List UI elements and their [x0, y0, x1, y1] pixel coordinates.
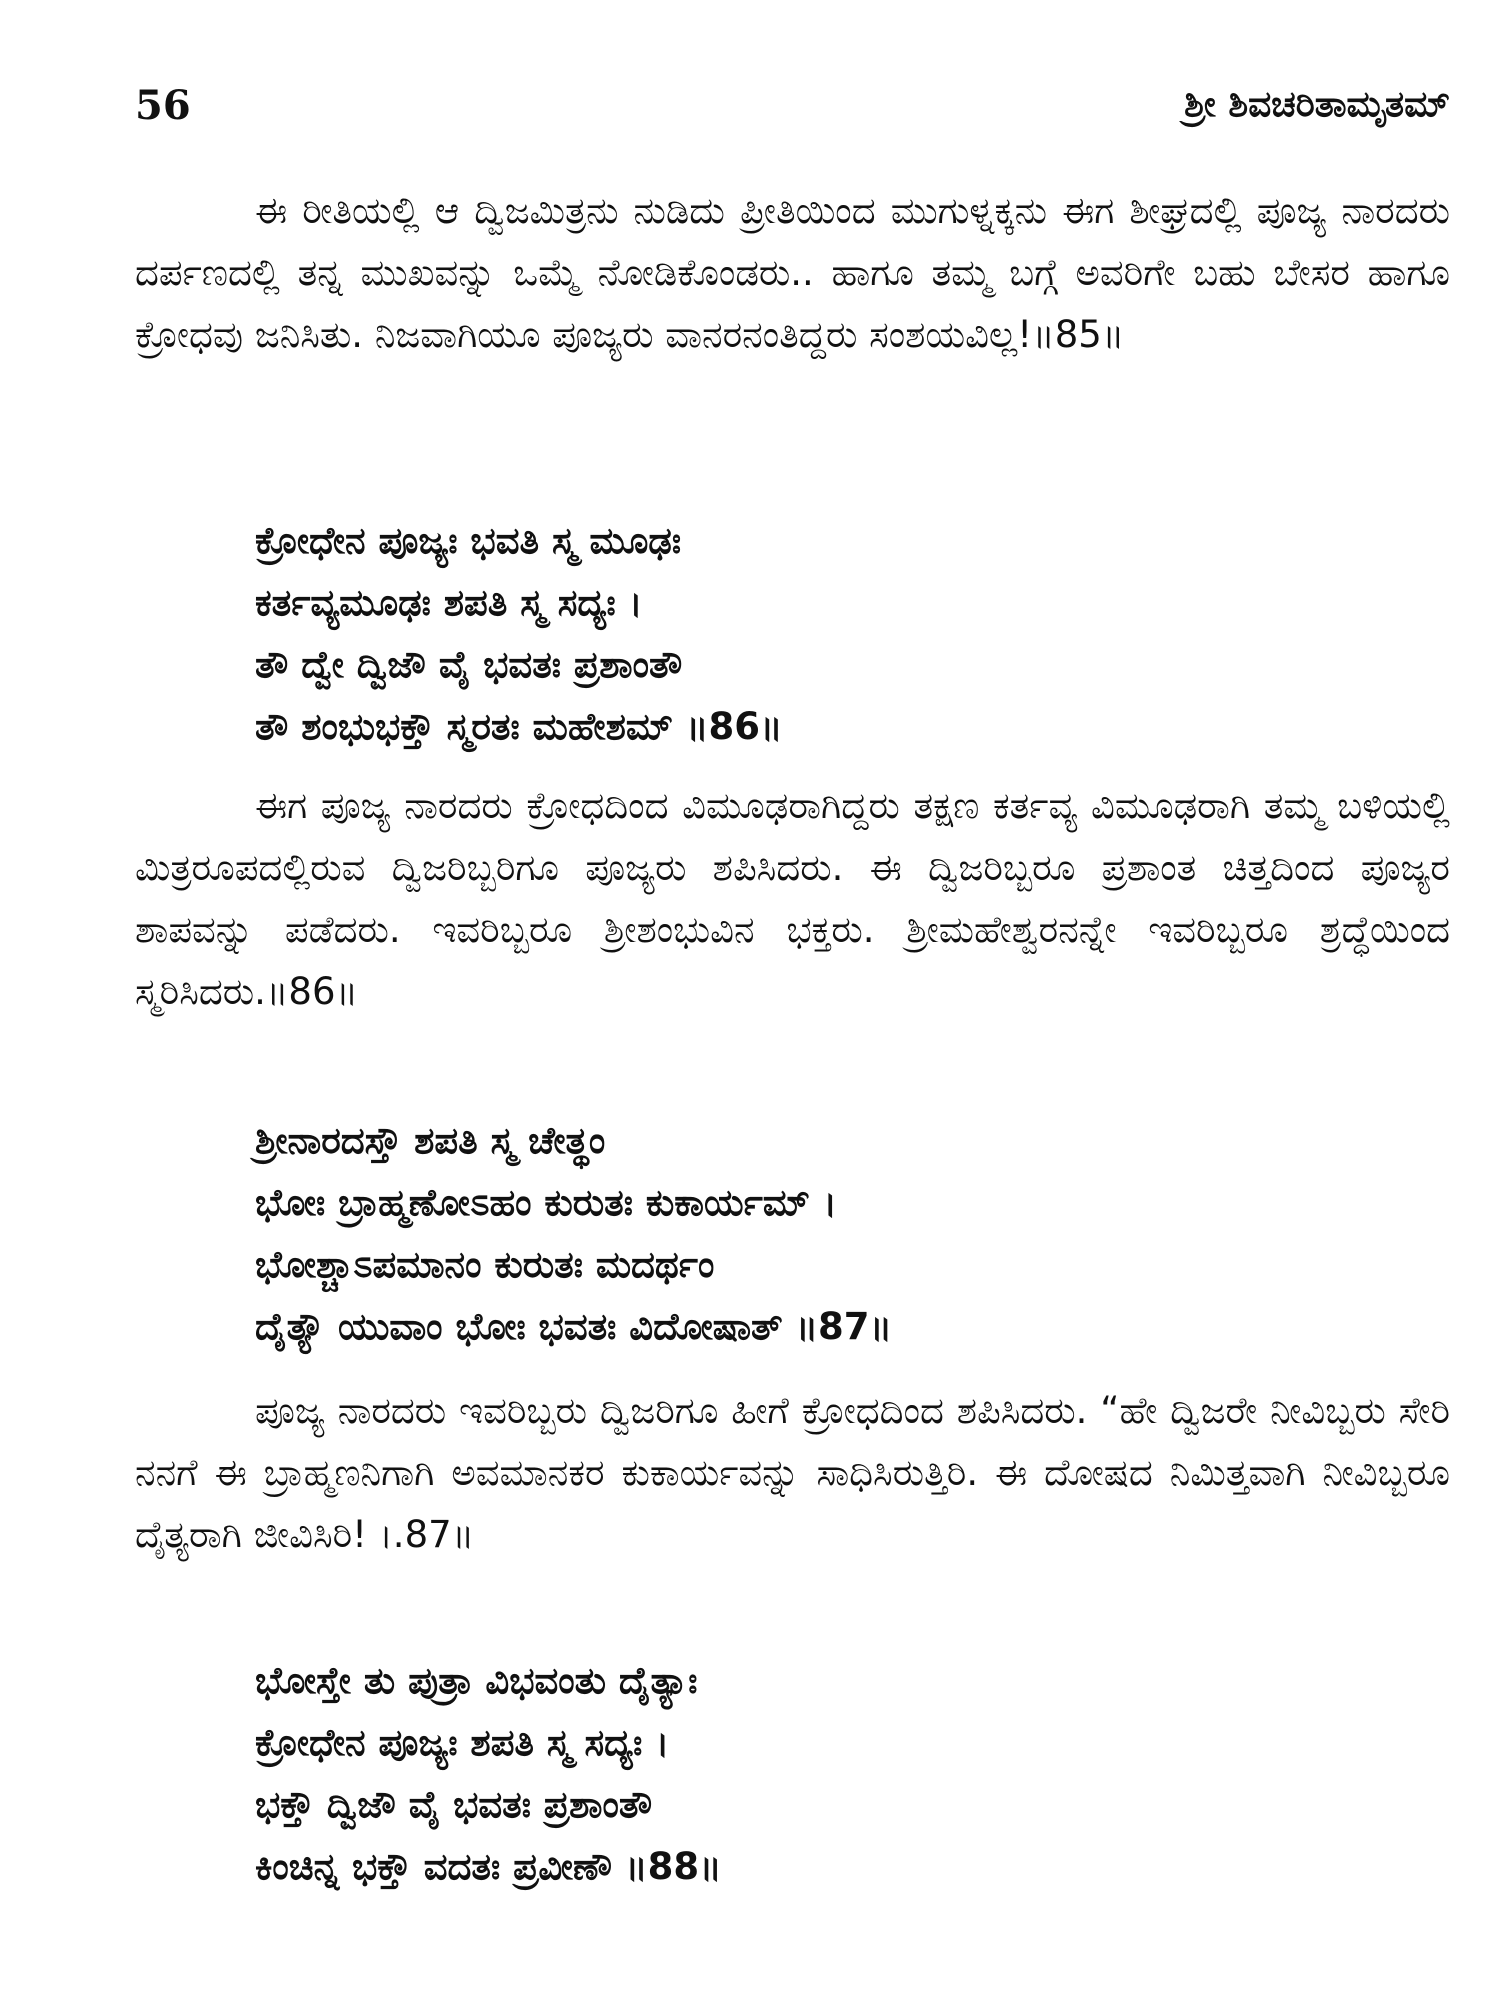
verse-87 [255, 1110, 1405, 1358]
verse-line: ತೌ ಶಂಭುಭಕ್ತೌ ಸ್ಮರತಃ ಮಹೇಶಮ್ ॥86॥ [255, 705, 783, 748]
verse-line: ಭಕ್ತೌ ದ್ವಿಜೌ ವೈ ಭವತಃ ಪ್ರಶಾಂತೌ [255, 1783, 653, 1826]
paragraph-86: ಈಗ ಪೂಜ್ಯ ನಾರದರು ಕ್ರೋಧದಿಂದ ವಿಮೂಢರಾಗಿದ್ದರು ತಕ್ಷಣ ಕರ್ತವ್ಯ ವಿಮೂಢರಾಗಿ ತಮ್ಮ ಬಳಿಯಲ್ಲಿ ಮಿತ್ರರೂಪದಲ್ಲಿರುವ ದ್ವಿಜರಿಬ್ಬರಿಗೂ ಪೂಜ್ಯರು ಶಪಿಸಿದರು. ಈ ದ್ವಿಜರಿಬ್ಬರೂ ಪ್ರಶಾಂತ ಚಿತ್ತದಿಂದ ಪೂಜ್ಯರ ಶಾಪವನ್ನು ಪಡೆದರು. ಇವರಿಬ್ಬರೂ ಶ್ರೀಶಂಭುವಿನ ಭಕ್ತರು. ಶ್ರೀಮಹೇಶ್ವರನನ್ನೇ ಇವರಿಬ್ಬರೂ ಶ್ರದ್ಧೆಯಿಂದ ಸ್ಮರಿಸಿದರು.॥86॥ [135, 784, 1450, 1013]
paragraph-87: ಪೂಜ್ಯ ನಾರದರು ಇವರಿಬ್ಬರು ದ್ವಿಜರಿಗೂ ಹೀಗೆ ಕ್ರೋಧದಿಂದ ಶಪಿಸಿದರು. “ಹೇ ದ್ವಿಜರೇ ನೀವಿಬ್ಬರು ಸೇರಿ ನನಗೆ ಈ ಬ್ರಾಹ್ಮಣನಿಗಾಗಿ ಅವಮಾನಕರ ಕುಕಾರ್ಯವನ್ನು ಸಾಧಿಸಿರುತ್ತಿರಿ. ಈ ದೋಷದ ನಿಮಿತ್ತವಾಗಿ ನೀವಿಬ್ಬರೂ ದೈತ್ಯರಾಗಿ ಜೀವಿಸಿರಿ! ।.87॥ [135, 1389, 1450, 1556]
page-number: 56 [135, 81, 191, 129]
verse-line: ಭೋಃ ಬ್ರಾಹ್ಮಣೋಽಹಂ ಕುರುತಃ ಕುಕಾರ್ಯಮ್ । [255, 1181, 837, 1224]
running-title: ಶ್ರೀ ಶಿವಚರಿತಾಮೃತಮ್ [1184, 84, 1450, 125]
verse-line: ತೌ ದ್ವೇ ದ್ವಿಜೌ ವೈ ಭವತಃ ಪ್ರಶಾಂತೌ [255, 643, 683, 686]
verse-line: ಕರ್ತವ್ಯಮೂಢಃ ಶಪತಿ ಸ್ಮ ಸದ್ಯಃ । [255, 581, 643, 624]
verse-line: ಶ್ರೀನಾರದಸ್ತೌ ಶಪತಿ ಸ್ಮ ಚೇತ್ಥಂ [255, 1119, 606, 1162]
verse-88 [255, 1650, 1405, 1898]
verse-86 [255, 510, 1405, 758]
verse-line: ಕ್ರೋಧೇನ ಪೂಜ್ಯಃ ಭವತಿ ಸ್ಮ ಮೂಢಃ [255, 519, 682, 562]
verse-line: ಭೋಸ್ತೇ ತು ಪುತ್ರಾ ವಿಭವಂತು ದೈತ್ಯಾಃ [255, 1659, 698, 1702]
verse-line: ದೈತ್ಯೌ ಯುವಾಂ ಭೋಃ ಭವತಃ ವಿದೋಷಾತ್ ॥87॥ [255, 1305, 893, 1348]
verse-line: ಕ್ರೋಧೇನ ಪೂಜ್ಯಃ ಶಪತಿ ಸ್ಮ ಸದ್ಯಃ । [255, 1721, 670, 1764]
verse-line: ಕಿಂಚಿನ್ನ ಭಕ್ತೌ ವದತಃ ಪ್ರವೀಣೌ ॥88॥ [255, 1845, 722, 1888]
paragraph-85: ಈ ರೀತಿಯಲ್ಲಿ ಆ ದ್ವಿಜಮಿತ್ರನು ನುಡಿದು ಪ್ರೀತಿಯಿಂದ ಮುಗುಳ್ನಕ್ಕನು ಈಗ ಶೀಘ್ರದಲ್ಲಿ ಪೂಜ್ಯ ನಾರದರು ದರ್ಪಣದಲ್ಲಿ ತನ್ನ ಮುಖವನ್ನು ಒಮ್ಮೆ ನೋಡಿಕೊಂಡರು.. ಹಾಗೂ ತಮ್ಮ ಬಗ್ಗೆ ಅವರಿಗೇ ಬಹು ಬೇಸರ ಹಾಗೂ ಕ್ರೋಧವು ಜನಿಸಿತು. ನಿಜವಾಗಿಯೂ ಪೂಜ್ಯರು ವಾನರನಂತಿದ್ದರು ಸಂಶಯವಿಲ್ಲ!॥85॥ [135, 189, 1450, 356]
verse-line: ಭೋಶ್ಚಾಽಪಮಾನಂ ಕುರುತಃ ಮದರ್ಥಂ [255, 1243, 715, 1286]
page-header [135, 75, 1450, 135]
